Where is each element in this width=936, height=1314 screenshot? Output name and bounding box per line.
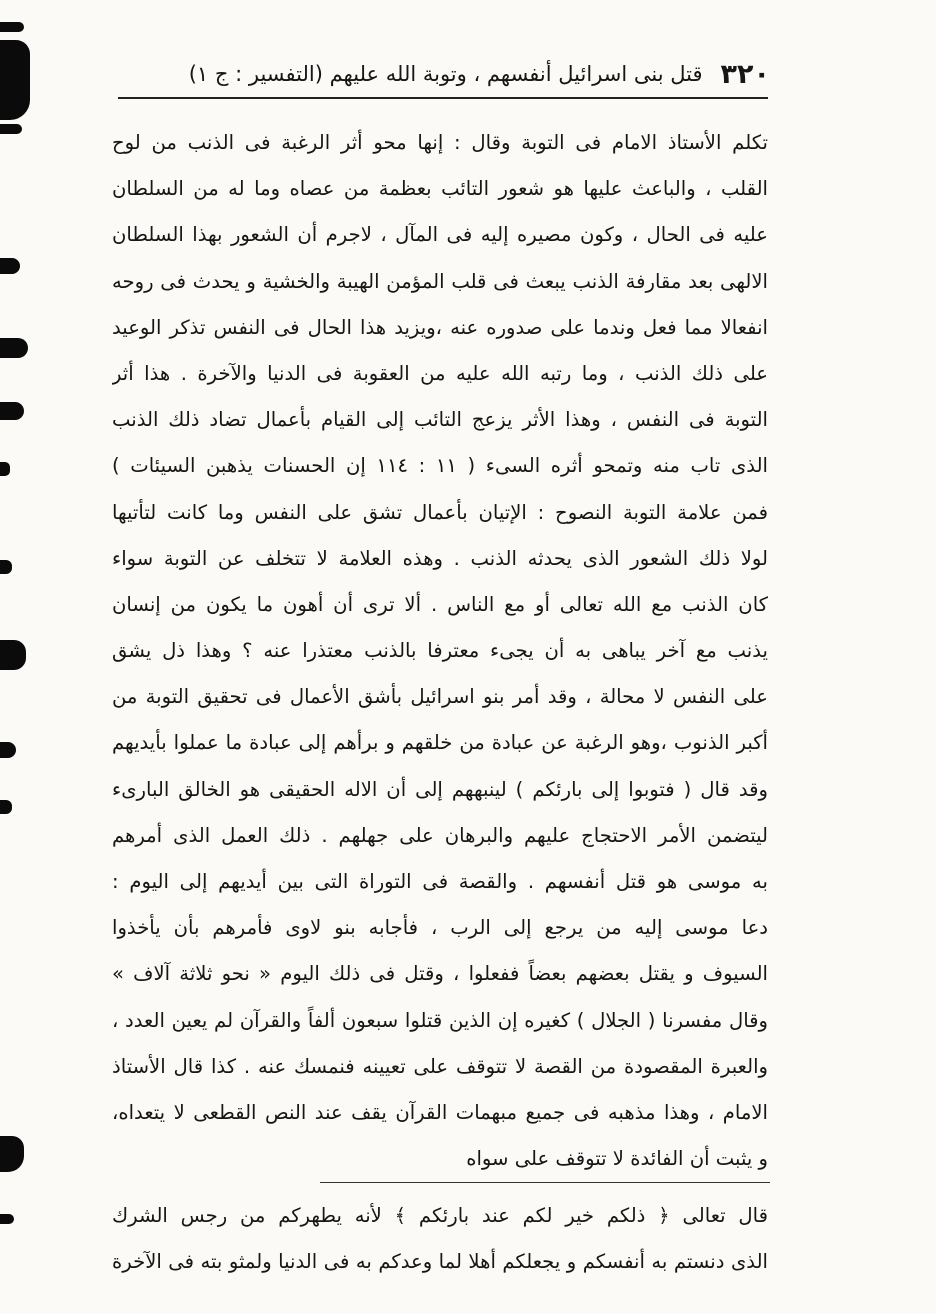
text-line: دعا موسى إليه من يرجع إلى الرب ، فأجابه بنو لاوى فأمرهم بأن يأخذوا (112, 916, 768, 940)
text-line: والعبرة المقصودة من القصة لا تتوقف على تعيينه فنمسك عنه . كذا قال الأستاذ (112, 1054, 768, 1078)
text-line: و يثبت أن الفائدة لا تتوقف على سواه (466, 1147, 768, 1171)
text-line: وقال مفسرنا ( الجلال ) كغيره إن الذين قتلوا سبعون ألفاً والقرآن لم يعين العدد ، (112, 1008, 768, 1032)
text-line: أكبر الذنوب ،وهو الرغبة عن عبادة من خلقهم و برأهم إلى عبادة ما عملوا بأيديهم (112, 731, 768, 755)
quran-commentary-text (112, 1193, 768, 1285)
text-line: على النفس لا محالة ، وقد أمر بنو اسرائيل بأشق الأعمال فى تحقيق التوبة من (112, 685, 768, 709)
scan-left-edge (0, 0, 34, 1314)
text-line: القلب ، والباعث عليها هو شعور التائب بعظمة من عصاه وما له من السلطان (112, 177, 768, 201)
text-line: الذى تاب منه وتمحو أثره السىء ( ١١ : ١١٤ إن الحسنات يذهبن السيئات ) (112, 454, 768, 478)
text-line: يذنب مع آخر يباهى به أن يجىء معترفا بالذنب معتذرا عنه ؟ وهذا ذل يشق (112, 639, 768, 663)
page-number: ٣٢٠ (720, 58, 770, 90)
text-line: ليتضمن الأمر الاحتجاج عليهم والبرهان على جهلهم . ذلك العمل الذى أمرهم (112, 823, 768, 847)
header-rule (118, 97, 768, 99)
main-text (112, 120, 768, 1182)
text-line: قال تعالى ﴿ ذلكم خير لكم عند بارئكم ﴾ لأنه يطهركم من رجس الشرك (112, 1204, 768, 1227)
text-line: وقد قال ( فتوبوا إلى بارئكم ) لينبههم إلى أن الاله الحقيقى هو الخالق البارىء (112, 777, 768, 801)
text-line: على ذلك الذنب ، وما رتبه الله عليه من العقوبة فى الدنيا والآخرة . هذا أثر (112, 361, 768, 385)
text-line: فمن علامة التوبة النصوح : الإتيان بأعمال تشق على النفس وما كانت لتأتيها (112, 500, 768, 524)
text-line: السيوف و يقتل بعضهم بعضاً ففعلوا ، وقتل فى ذلك اليوم « نحو ثلاثة آلاف » (112, 962, 768, 986)
text-line: كان الذنب مع الله تعالى أو مع الناس . ألا ترى أن أهون ما يكون من إنسان (112, 592, 768, 616)
text-line: تكلم الأستاذ الامام فى التوبة وقال : إنها محو أثر الرغبة فى الذنب من لوح (112, 131, 768, 154)
text-line: لولا ذلك الشعور الذى يحدثه الذنب . وهذه العلامة لا تتخلف عن التوبة سواء (112, 546, 768, 570)
text-line: انفعالا مما فعل وندما على صدوره عنه ،ويزيد هذا الحال فى النفس تذكر الوعيد (112, 315, 768, 339)
running-title: قتل بنى اسرائيل أنفسهم ، وتوبة الله عليهم (التفسير : ج ١) (188, 62, 703, 86)
page-header (120, 52, 770, 96)
section-divider (320, 1182, 770, 1183)
text-line: الامام ، وهذا مذهبه فى جميع مبهمات القرآن يقف عند النص القطعى لا يتعداه، (112, 1100, 768, 1124)
text-line: الالهى بعد مقارفة الذنب يبعث فى قلب المؤمن الهيبة والخشية و يحدث فى روحه (112, 269, 768, 293)
text-line: التوبة فى النفس ، وهذا الأثر يزعج التائب إلى القيام بأعمال تضاد ذلك الذنب (112, 408, 768, 432)
text-line: به موسى هو قتل أنفسهم . والقصة فى التوراة التى بين أيديهم إلى اليوم : (112, 870, 768, 893)
text-line: عليه فى الحال ، وكون مصيره إليه فى المآل ، لاجرم أن الشعور بهذا السلطان (112, 223, 768, 247)
text-line: الذى دنستم به أنفسكم و يجعلكم أهلا لما وعدكم به فى الدنيا ولمثو بته فى الآخرة (112, 1250, 768, 1274)
